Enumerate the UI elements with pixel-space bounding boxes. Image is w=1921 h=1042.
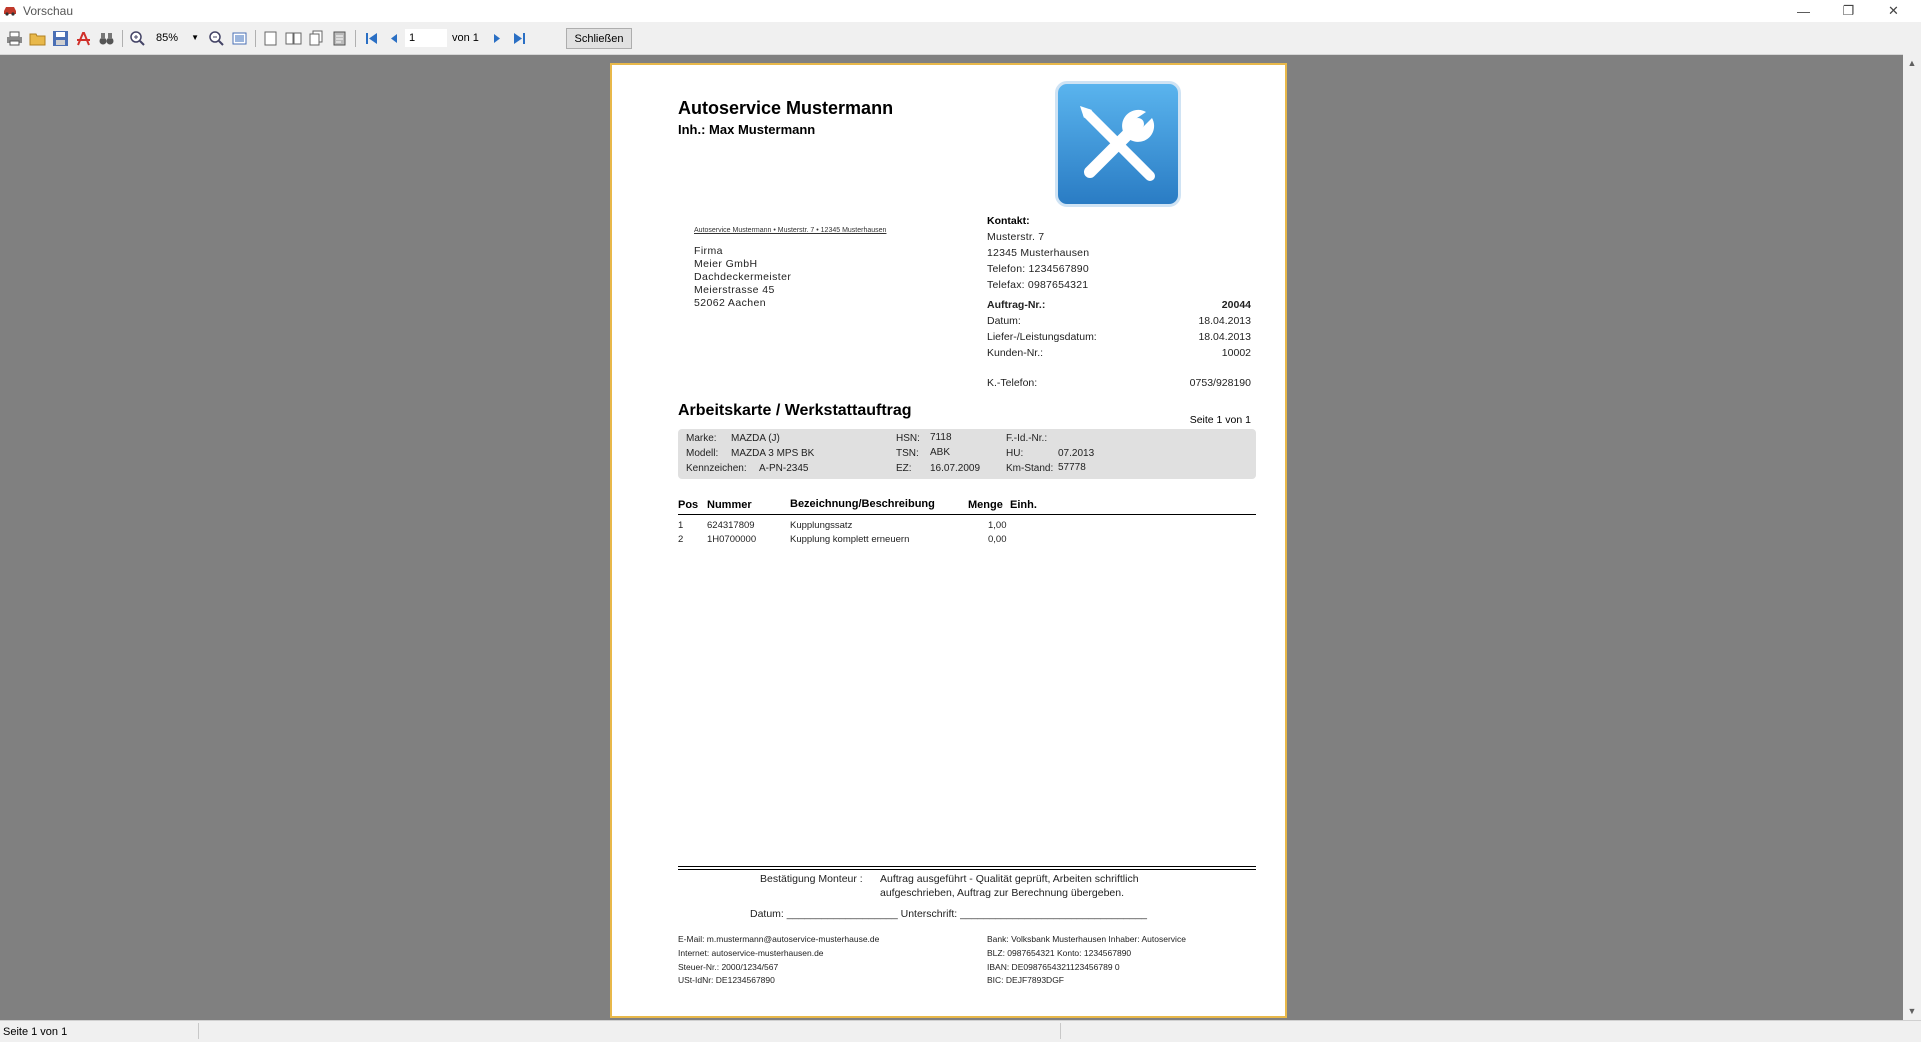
km-value: 57778 — [1058, 462, 1086, 473]
footer-bic: BIC: DEJF7893DGF — [987, 975, 1064, 985]
zoom-value: 85% — [156, 32, 179, 44]
contact-line: Musterstr. 7 — [987, 231, 1045, 243]
hsn-value: 7118 — [930, 432, 952, 443]
model-label: Modell: — [686, 448, 719, 459]
recipient-line: 52062 Aachen — [694, 297, 766, 309]
number-cell: 1H0700000 — [707, 534, 757, 545]
close-preview-button[interactable]: Schließen — [566, 28, 632, 49]
folder-icon — [29, 30, 46, 47]
footer-tax-number: Steuer-Nr.: 2000/1234/567 — [678, 962, 779, 972]
toolbar-separator — [122, 30, 123, 47]
hu-value: 07.2013 — [1058, 448, 1095, 459]
page-number-input[interactable] — [405, 29, 447, 47]
page-setup-button[interactable] — [329, 28, 349, 48]
customer-number-value: 10002 — [1221, 347, 1251, 359]
pdf-icon — [75, 30, 92, 47]
zoom-out-icon — [208, 30, 225, 47]
toolbar-separator — [355, 30, 356, 47]
ez-value: 16.07.2009 — [930, 463, 981, 474]
toolbar-separator — [255, 30, 256, 47]
pos-cell: 1 — [678, 520, 684, 531]
first-page-icon — [363, 30, 380, 47]
recipient-line: Meierstrasse 45 — [694, 284, 775, 296]
footer-blz: BLZ: 0987654321 Konto: 1234567890 — [987, 948, 1132, 958]
printer-icon — [6, 30, 23, 47]
window-title: Vorschau — [23, 4, 74, 18]
two-pages-icon — [285, 30, 302, 47]
page-number: Seite 1 von 1 — [1189, 414, 1251, 426]
vertical-scrollbar[interactable] — [1903, 54, 1921, 1020]
recipient-line: Meier GmbH — [694, 258, 758, 270]
find-button[interactable] — [96, 28, 116, 48]
wrench-screwdriver-icon — [1058, 84, 1178, 204]
date-signature-line: Datum: ___________________ Unterschrift: ________________________________ — [750, 908, 1148, 920]
number-header: Nummer — [707, 499, 752, 511]
description-cell: Kupplungssatz — [790, 520, 853, 531]
confirmation-text: aufgeschrieben, Auftrag zur Berechnung übergeben. — [880, 887, 1125, 899]
status-page: Seite 1 von 1 — [3, 1026, 68, 1038]
confirmation-text: Auftrag ausgeführt - Qualität geprüft, Arbeiten schriftlich — [880, 873, 1139, 885]
order-number-value: 20044 — [1221, 299, 1251, 311]
pos-cell: 2 — [678, 534, 684, 545]
page-setup-icon — [331, 30, 348, 47]
contact-line: 12345 Musterhausen — [987, 247, 1090, 259]
delivery-date-value: 18.04.2013 — [1198, 331, 1251, 343]
footer-iban: IBAN: DE0987654321123456789 0 — [987, 962, 1120, 972]
toolbar — [0, 22, 1921, 55]
number-cell: 624317809 — [707, 520, 755, 531]
contact-line: Telefon: 1234567890 — [987, 263, 1089, 275]
date-label: Datum: — [987, 315, 1021, 327]
description-header: Bezeichnung/Beschreibung — [790, 498, 935, 510]
tools-logo — [1055, 81, 1181, 207]
zoom-out-button[interactable] — [206, 28, 226, 48]
ez-label: EZ: — [896, 463, 912, 474]
footer-internet: Internet: autoservice-musterhausen.de — [678, 948, 824, 958]
open-button[interactable] — [27, 28, 47, 48]
status-divider — [1060, 1023, 1061, 1039]
chevron-down-icon: ▼ — [191, 33, 199, 42]
recipient-line: Dachdeckermeister — [694, 271, 792, 283]
km-label: Km-Stand: — [1006, 463, 1054, 474]
owner-name: Inh.: Max Mustermann — [678, 122, 816, 137]
footer-bank: Bank: Volksbank Musterhausen Inhaber: Autoservice — [987, 934, 1186, 944]
document-page — [610, 63, 1287, 1018]
vehicle-info-box — [678, 429, 1256, 479]
company-name: Autoservice Mustermann — [678, 98, 894, 118]
customer-phone-label: K.-Telefon: — [987, 377, 1038, 389]
footer-vat-id: USt-IdNr: DE1234567890 — [678, 975, 775, 985]
delivery-date-label: Liefer-/Leistungsdatum: — [987, 331, 1097, 343]
binoculars-icon — [98, 30, 115, 47]
contact-line: Telefax: 0987654321 — [987, 279, 1089, 291]
next-page-icon — [488, 30, 505, 47]
next-page-button[interactable] — [486, 28, 506, 48]
page-of-label: von 1 — [452, 32, 479, 44]
document-title: Arbeitskarte / Werkstattauftrag — [678, 402, 912, 419]
make-label: Marke: — [686, 433, 717, 444]
footer-divider — [678, 866, 1256, 867]
sender-line: Autoservice Mustermann • Musterstr. 7 • 12345 Musterhausen — [694, 227, 887, 234]
zoom-in-icon — [129, 30, 146, 47]
header-divider — [678, 514, 1256, 515]
multi-page-icon — [308, 30, 325, 47]
close-window-button[interactable]: ✕ — [1888, 3, 1899, 18]
save-button[interactable] — [50, 28, 70, 48]
previous-page-icon — [386, 30, 403, 47]
fit-page-icon — [231, 30, 248, 47]
zoom-in-button[interactable] — [127, 28, 147, 48]
scroll-up-icon[interactable]: ▲ — [1907, 58, 1917, 68]
plate-value: A-PN-2345 — [759, 463, 809, 474]
unit-header: Einh. — [1010, 499, 1037, 511]
plate-label: Kennzeichen: — [686, 463, 747, 474]
footer-divider — [678, 869, 1256, 870]
previous-page-button[interactable] — [384, 28, 404, 48]
two-pages-button[interactable] — [283, 28, 303, 48]
model-value: MAZDA 3 MPS BK — [731, 448, 815, 459]
single-page-icon — [262, 30, 279, 47]
first-page-button[interactable] — [361, 28, 381, 48]
hsn-label: HSN: — [896, 433, 920, 444]
fit-page-button[interactable] — [229, 28, 249, 48]
last-page-icon — [511, 30, 528, 47]
pdf-export-button[interactable] — [73, 28, 93, 48]
order-number-label: Auftrag-Nr.: — [987, 299, 1046, 311]
last-page-button[interactable] — [509, 28, 529, 48]
single-page-button[interactable] — [260, 28, 280, 48]
customer-number-label: Kunden-Nr.: — [987, 347, 1044, 359]
footer-email: E-Mail: m.mustermann@autoservice-musterhause.de — [678, 934, 880, 944]
car-icon — [3, 4, 17, 16]
multi-page-button[interactable] — [306, 28, 326, 48]
status-divider — [198, 1023, 199, 1039]
description-cell: Kupplung komplett erneuern — [790, 534, 910, 545]
quantity-cell: 1,00 — [988, 520, 1007, 531]
quantity-header: Menge — [968, 499, 1003, 511]
disk-icon — [52, 30, 69, 47]
scroll-down-icon[interactable]: ▼ — [1907, 1006, 1917, 1016]
customer-phone-value: 0753/928190 — [1189, 377, 1251, 389]
print-button[interactable] — [4, 28, 24, 48]
status-bar — [0, 1020, 1921, 1042]
pos-header: Pos — [678, 499, 699, 511]
date-value: 18.04.2013 — [1198, 315, 1251, 327]
confirmation-label: Bestätigung Monteur : — [760, 873, 863, 885]
title-bar — [0, 0, 1921, 22]
contact-heading: Kontakt: — [987, 215, 1030, 227]
hu-label: HU: — [1006, 448, 1024, 459]
zoom-select[interactable] — [152, 30, 200, 48]
minimize-button[interactable]: — — [1797, 3, 1810, 19]
make-value: MAZDA (J) — [731, 433, 780, 444]
restore-button[interactable]: ❐ — [1842, 3, 1855, 18]
recipient-line: Firma — [694, 245, 723, 257]
quantity-cell: 0,00 — [988, 534, 1007, 545]
tsn-value: ABK — [930, 447, 951, 458]
tsn-label: TSN: — [896, 448, 919, 459]
fid-label: F.-Id.-Nr.: — [1006, 433, 1048, 444]
